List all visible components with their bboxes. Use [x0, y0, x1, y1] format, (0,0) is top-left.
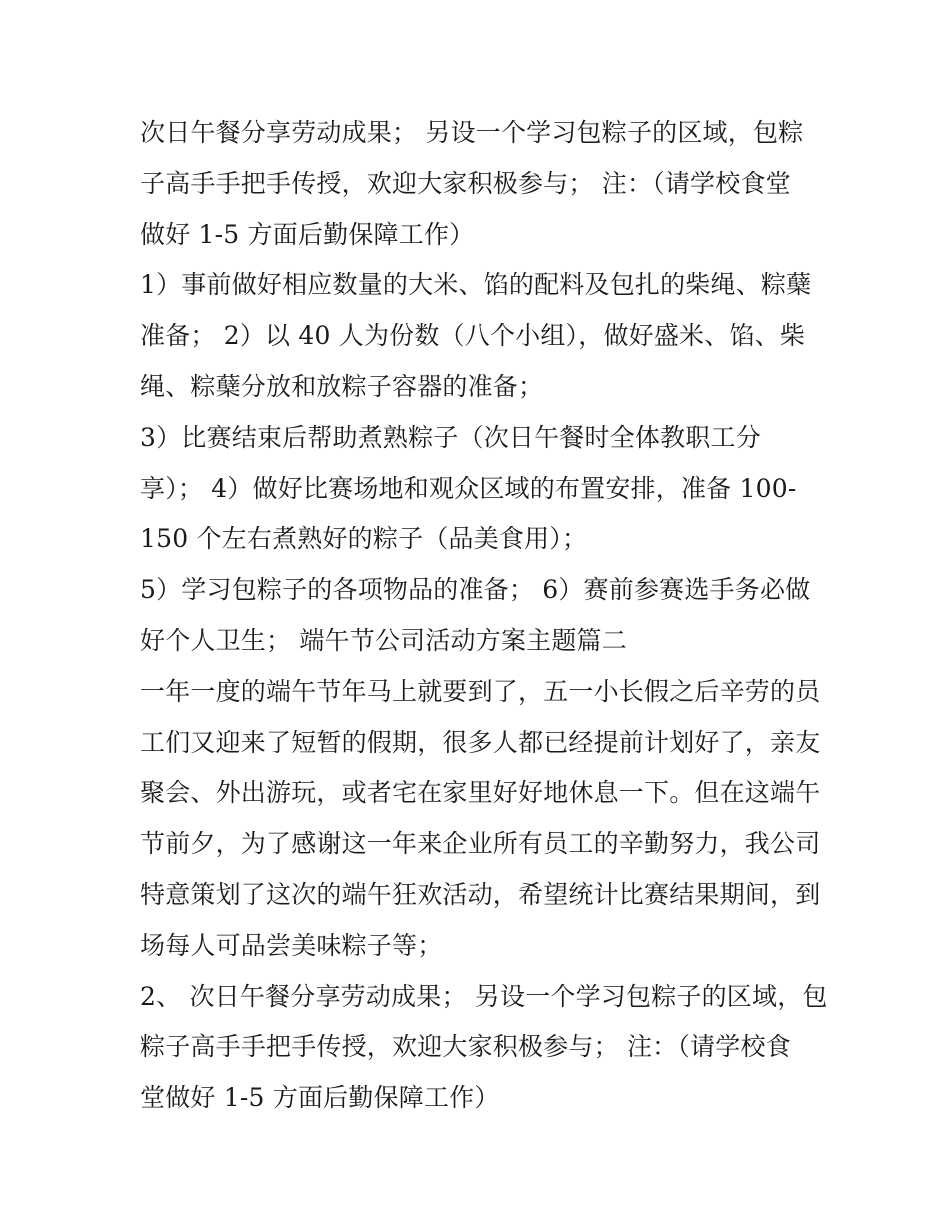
document-body: [140, 108, 828, 1124]
text-line: 聚会、外出游玩，或者宅在家里好好地休息一下。但在这端午: [140, 778, 821, 808]
text-line: 准备； 2）以 40 人为份数（八个小组），做好盛米、馅、柴: [140, 321, 806, 351]
text-line: 绳、粽蘖分放和放粽子容器的准备；: [140, 371, 544, 401]
text-line: 150 个左右煮熟好的粽子（品美食用）；: [140, 524, 588, 554]
text-line: 工们又迎来了短暂的假期，很多人都已经提前计划好了，亲友: [140, 727, 821, 757]
text-line: 一年一度的端午节年马上就要到了，五一小长假之后辛劳的员: [140, 676, 821, 706]
text-line: 做好 1-5 方面后勤保障工作）: [140, 219, 475, 249]
text-line: 节前夕，为了感谢这一年来企业所有员工的辛勤努力，我公司: [140, 829, 821, 859]
text-line: 次日午餐分享劳动成果； 另设一个学习包粽子的区域，包粽: [140, 118, 804, 147]
text-line: 特意策划了这次的端午狂欢活动，希望统计比赛结果期间，到: [140, 879, 821, 909]
text-line: 场每人可品尝美味粽子等；: [140, 930, 443, 960]
text-line: 子高手手把手传授，欢迎大家积极参与； 注：（请学校食堂: [140, 168, 791, 198]
text-line: 1）事前做好相应数量的大米、馅的配料及包扎的柴绳、粽蘖: [140, 270, 812, 300]
text-line: 享）； 4）做好比赛场地和观众区域的布置安排，准备 100-: [140, 473, 797, 503]
text-line: 3）比赛结束后帮助煮熟粽子（次日午餐时全体教职工分: [140, 422, 761, 452]
text-line: 2、 次日午餐分享劳动成果； 另设一个学习包粽子的区域，包: [140, 981, 828, 1011]
text-line: 堂做好 1-5 方面后勤保障工作）: [140, 1083, 500, 1113]
text-line: 粽子高手手把手传授，欢迎大家积极参与； 注：（请学校食: [140, 1032, 791, 1062]
text-line: 5）学习包粽子的各项物品的准备； 6）赛前参赛选手务必做: [140, 575, 811, 605]
section-heading-line: 好个人卫生； 端午节公司活动方案主题篇二: [140, 625, 627, 655]
